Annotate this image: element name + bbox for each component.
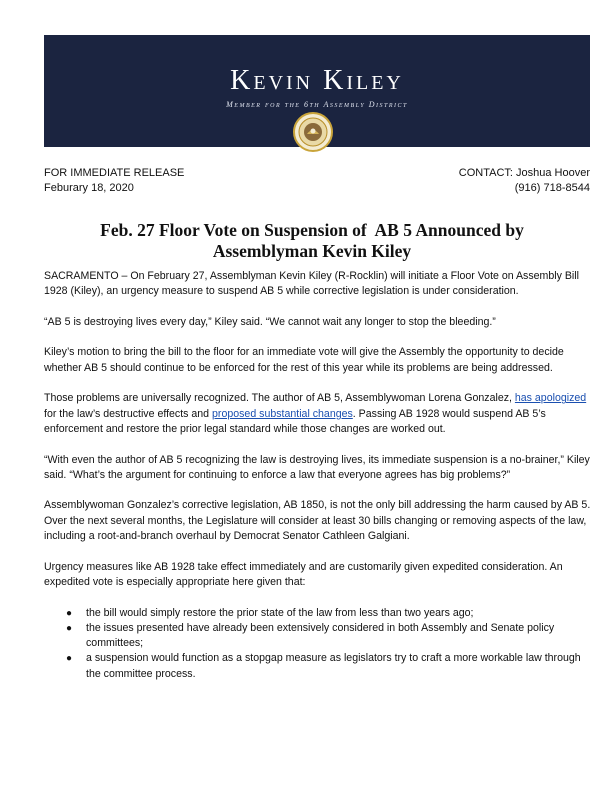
paragraph-problems-text-b: for the law’s destructive effects and [44, 407, 213, 420]
list-item [44, 651, 596, 682]
press-release-title [30, 220, 594, 262]
list-item [44, 606, 596, 621]
paragraph-problems [44, 391, 596, 437]
banner-name: Kevin Kiley [230, 65, 404, 96]
list-item-text: the issues presented have already been extensively considered in both Assembly and Senate policy committees; [86, 621, 555, 650]
paragraph-problems-text-c: . Passing AB 1928 would suspend AB 5’s enforcement and restore the prior legal standard while those changes are worked out. [44, 407, 546, 435]
paragraph-urgency: Urgency measures like AB 1928 take effect immediately and are customarily given expedited consideration. An expedited vote is especially appropriate here given that: [44, 560, 563, 588]
release-label: FOR IMMEDIATE RELEASE [44, 167, 185, 179]
bullet-icon: ● [66, 622, 73, 634]
title-line-2: Assemblyman Kevin Kiley [212, 241, 412, 261]
contact-phone: (916) 718-8544 [514, 182, 590, 194]
title-line-1: Feb. 27 Floor Vote on Suspension of AB 5 Announced by [100, 220, 524, 240]
paragraph-quote-2: “With even the author of AB 5 recognizing the law is destroying lives, its immediate suspension is a no-brainer,” Kiley said. “What’s the argument for continuing to enforce a law that everyone agrees has big problems?” [44, 453, 590, 481]
banner-subtitle: Member for the 6th Assembly District [226, 100, 408, 109]
list-item-text: the bill would simply restore the prior state of the law from less than two years ago; [86, 606, 474, 619]
has-apologized-link[interactable]: has apologized [514, 392, 587, 405]
release-date: Feburary 18, 2020 [44, 182, 134, 194]
release-info [44, 166, 184, 196]
paragraph-quote-1: “AB 5 is destroying lives every day,” Kiley said. “We cannot wait any longer to stop the bleeding.” [44, 315, 496, 328]
reasons-list [44, 606, 596, 682]
contact-label: CONTACT: Joshua Hoover [458, 167, 590, 179]
paragraph-legislation: Assemblywoman Gonzalez’s corrective legislation, AB 1850, is not the only bill addressing the harm caused by AB 5. Over the next several months, the Legislature will consider at least 30 bills changing or removing aspects of the law, including a root-and-branch overhaul by Democrat Senator Cathleen Galgiani. [44, 499, 591, 543]
paragraph-dateline: SACRAMENTO – On February 27, Assemblyman Kevin Kiley (R-Rocklin) will initiate a Floor Vote on Assembly Bill 1928 (Kiley), an urgency measure to suspend AB 5 while corrective legislation is under consideration. [44, 270, 579, 298]
list-item-text: a suspension would function as a stopgap measure as legislators try to craft a more workable law through the committee process. [86, 652, 581, 680]
bullet-icon: ● [66, 653, 73, 665]
state-seal-icon [293, 112, 333, 152]
contact-info [459, 166, 590, 196]
paragraph-problems-text-a: Those problems are universally recognized. The author of AB 5, Assemblywoman Lorena Gonzalez, [44, 392, 515, 405]
paragraph-motion: Kiley’s motion to bring the bill to the floor for an immediate vote will give the Assembly the opportunity to decide whether AB 5 should continue to be enforced for the rest of this year while its problems are being addressed. [44, 346, 564, 374]
press-release-body [44, 269, 596, 682]
list-item [44, 621, 596, 652]
proposed-changes-link[interactable]: proposed substantial changes [212, 407, 353, 420]
bullet-icon: ● [66, 607, 73, 619]
